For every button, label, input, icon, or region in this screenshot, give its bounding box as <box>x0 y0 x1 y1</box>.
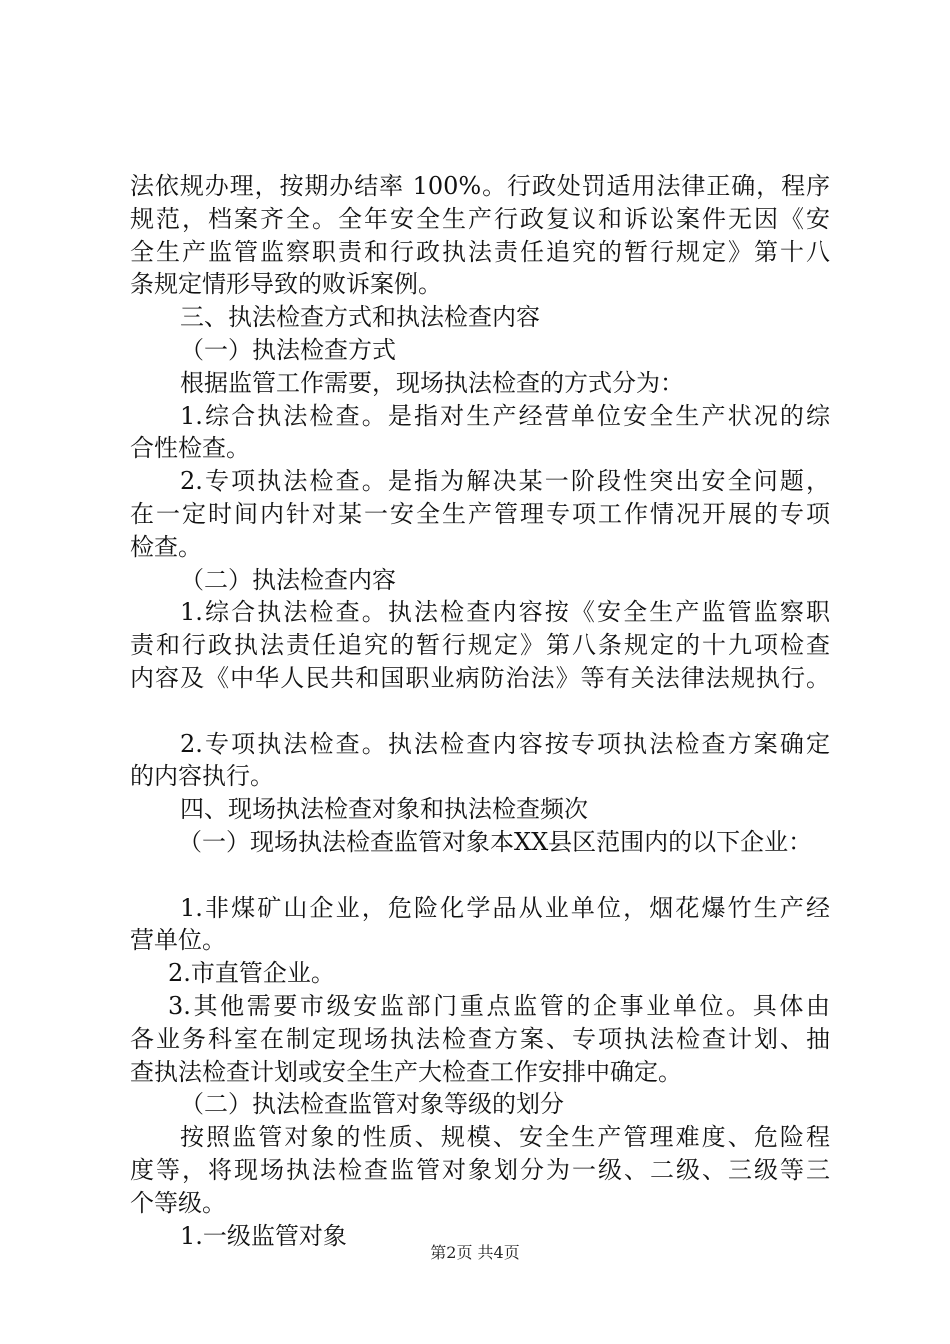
text-line: 个等级。 <box>130 1188 226 1217</box>
text-line: 全生产监管监察职责和行政执法责任追究的暂行规定》第十八 <box>130 237 830 266</box>
text-line: 2.市直管企业。 <box>168 959 335 988</box>
blank-line <box>130 695 830 728</box>
text-line: 规范，档案齐全。全年安全生产行政复议和诉讼案件无因《安 <box>130 204 830 233</box>
subsection-heading: （一）现场执法检查监管对象本XX县区范围内的以下企业： <box>178 827 813 856</box>
text-line: 的内容执行。 <box>130 762 274 791</box>
text-line: 各业务科室在制定现场执法检查方案、专项执法检查计划、抽 <box>130 1024 830 1053</box>
document-body <box>130 170 830 1252</box>
text-line: 3.其他需要市级安监部门重点监管的企事业单位。具体由 <box>168 991 830 1020</box>
text-line: 1.一级监管对象 <box>180 1221 347 1250</box>
text-line: 2.专项执法检查。是指为解决某一阶段性突出安全问题， <box>180 467 830 496</box>
text-line: 内容及《中华人民共和国职业病防治法》等有关法律法规执行。 <box>130 663 830 692</box>
text-line: 法依规办理，按期办结率 100%。行政处罚适用法律正确，程序 <box>130 172 830 200</box>
subsection-heading: （二）执法检查监管对象等级的划分 <box>180 1090 564 1119</box>
blank-line <box>130 859 830 892</box>
text-line: 查执法检查计划或安全生产大检查工作安排中确定。 <box>130 1057 682 1086</box>
text-line: 1.非煤矿山企业，危险化学品从业单位，烟花爆竹生产经 <box>180 893 830 922</box>
section-heading: 三、执法检查方式和执法检查内容 <box>180 303 540 332</box>
text-line: 1.综合执法检查。是指对生产经营单位安全生产状况的综 <box>180 401 830 430</box>
section-heading: 四、现场执法检查对象和执法检查频次 <box>180 795 588 824</box>
text-line: 度等，将现场执法检查监管对象划分为一级、二级、三级等三 <box>130 1155 830 1184</box>
page-number-footer: 第2页 共4页 <box>430 1243 520 1262</box>
subsection-heading: （一）执法检查方式 <box>180 335 396 364</box>
text-line: 营单位。 <box>130 926 226 955</box>
text-line: 合性检查。 <box>130 434 250 463</box>
text-line: 检查。 <box>130 532 202 561</box>
text-line: 按照监管对象的性质、规模、安全生产管理难度、危险程 <box>180 1123 830 1152</box>
text-line: 条规定情形导致的败诉案例。 <box>130 270 442 299</box>
text-line: 1.综合执法检查。执法检查内容按《安全生产监管监察职 <box>180 598 830 627</box>
text-line: 在一定时间内针对某一安全生产管理专项工作情况开展的专项 <box>130 499 830 528</box>
subsection-heading: （二）执法检查内容 <box>180 565 396 594</box>
text-line: 责和行政执法责任追究的暂行规定》第八条规定的十九项检查 <box>130 631 830 660</box>
text-line: 根据监管工作需要，现场执法检查的方式分为： <box>180 368 684 397</box>
text-line: 2.专项执法检查。执法检查内容按专项执法检查方案确定 <box>180 729 830 758</box>
